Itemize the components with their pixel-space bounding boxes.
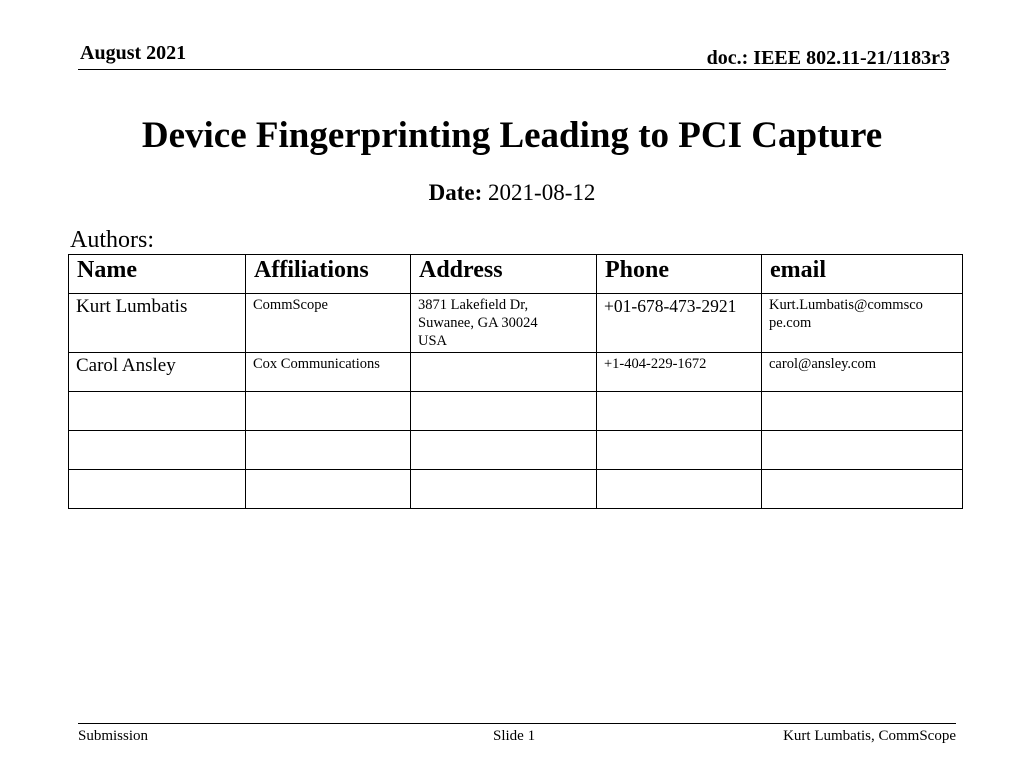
empty-cell (246, 392, 411, 431)
email-line: carol@ansley.com (769, 356, 877, 372)
empty-cell (411, 470, 597, 509)
authors-table (68, 254, 963, 509)
empty-cell (597, 470, 762, 509)
author-affiliation: CommScope (246, 294, 411, 353)
empty-cell (762, 392, 963, 431)
address-line: 3871 Lakefield Dr, (418, 297, 529, 313)
table-row-empty (69, 431, 963, 470)
footer-submission: Submission (78, 728, 149, 744)
header-divider (78, 69, 946, 70)
author-phone: +01-678-473-2921 (597, 294, 762, 353)
footer-author: Kurt Lumbatis, CommScope (783, 728, 956, 744)
slide-title: Device Fingerprinting Leading to PCI Capture (141, 115, 883, 156)
empty-cell (246, 431, 411, 470)
table-row-empty (69, 470, 963, 509)
empty-cell (69, 431, 246, 470)
email-line: Kurt.Lumbatis@commsco (769, 297, 923, 313)
date-value: 2021-08-12 (488, 180, 596, 205)
author-email (762, 353, 963, 392)
author-name: Carol Ansley (69, 353, 246, 392)
table-row-empty (69, 392, 963, 431)
authors-label: Authors: (70, 227, 154, 253)
column-header-name: Name (69, 255, 246, 294)
email-line: pe.com (769, 315, 812, 331)
author-address (411, 294, 597, 353)
table-row (69, 353, 963, 392)
author-address (411, 353, 597, 392)
author-email (762, 294, 963, 353)
column-header-affiliations: Affiliations (246, 255, 411, 294)
date-line (0, 180, 1024, 206)
footer-slide-number: Slide 1 (493, 728, 536, 744)
column-header-address: Address (411, 255, 597, 294)
empty-cell (69, 470, 246, 509)
empty-cell (246, 470, 411, 509)
table-header-row (69, 255, 963, 294)
address-line: Suwanee, GA 30024 (418, 315, 538, 331)
date-label: Date: (428, 180, 483, 205)
header-date: August 2021 (80, 42, 187, 64)
empty-cell (69, 392, 246, 431)
empty-cell (597, 392, 762, 431)
header-doc-id: doc.: IEEE 802.11-21/1183r3 (706, 47, 950, 69)
empty-cell (411, 392, 597, 431)
author-phone: +1-404-229-1672 (597, 353, 762, 392)
author-affiliation: Cox Communications (246, 353, 411, 392)
empty-cell (411, 431, 597, 470)
table-row (69, 294, 963, 353)
address-line: USA (418, 333, 448, 349)
empty-cell (762, 431, 963, 470)
author-name: Kurt Lumbatis (69, 294, 246, 353)
column-header-phone: Phone (597, 255, 762, 294)
empty-cell (762, 470, 963, 509)
footer-divider (78, 723, 956, 724)
empty-cell (597, 431, 762, 470)
column-header-email: email (762, 255, 963, 294)
